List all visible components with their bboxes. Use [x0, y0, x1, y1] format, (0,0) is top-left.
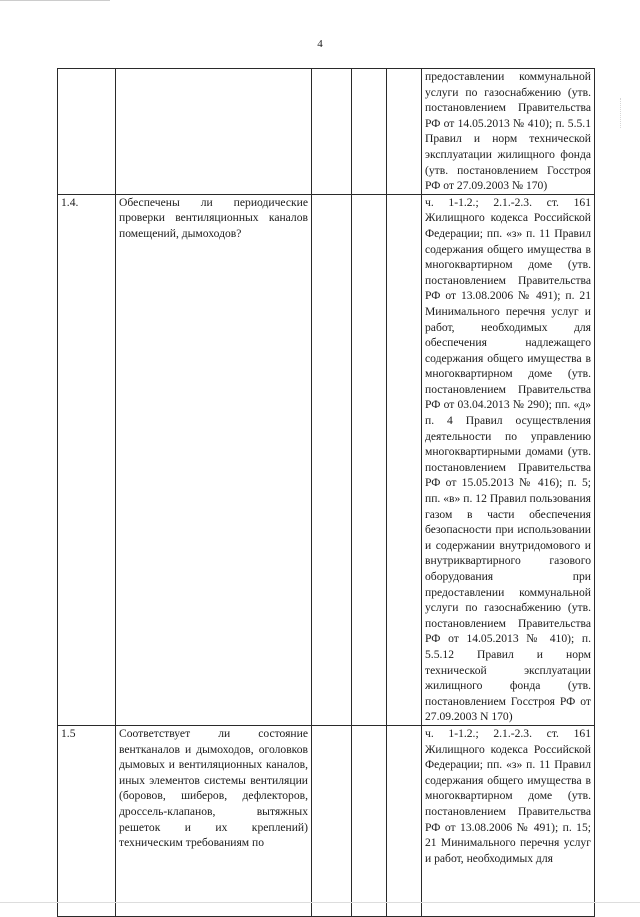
- scan-edge-line: [0, 902, 640, 903]
- answer-no-cell: [352, 725, 387, 916]
- answer-yes-cell: [312, 194, 352, 725]
- question-cell: [116, 69, 312, 195]
- row-number: 1.5: [58, 725, 116, 916]
- answer-na-cell: [387, 725, 422, 916]
- question-cell: Обеспечены ли периодические проверки вентиляционных каналов помещений, дымоходов?: [116, 194, 312, 725]
- row-number: [58, 69, 116, 195]
- answer-na-cell: [387, 69, 422, 195]
- answer-yes-cell: [312, 69, 352, 195]
- row-number: 1.4.: [58, 194, 116, 725]
- answer-yes-cell: [312, 725, 352, 916]
- answer-na-cell: [387, 194, 422, 725]
- table-row: [58, 725, 595, 916]
- answer-no-cell: [352, 69, 387, 195]
- question-cell: Соответствует ли состояние вентканалов и дымоходов, оголовков дымовых и вентиляционных каналов, иных элементов системы вентиляции (боровов, шиберов, дефлекторов, дроссель-клапанов, вытяжных решеток и их креплений) техническим требованиям по: [116, 725, 312, 916]
- legal-basis-cell: ч. 1-1.2.; 2.1.-2.3. ст. 161 Жилищного кодекса Российской Федерации; пп. «з» п. 11 Правил содержания общего имущества в многоквартирном доме (утв. постановлением Правительства РФ от 13.08.2006 № 491); п. 21 Минимального перечня услуг и работ, необходимых для обеспечения надлежащего содержания общего имущества в многоквартирном доме (утв. постановлением Правительства РФ от 03.04.2013 № 290); пп. «д» п. 4 Правил осуществления деятельности по управлению многоквартирными домами (утв. постановлением Правительства РФ от 15.05.2013 № 416); п. 5; пп. «в» п. 12 Правил пользования газом в части обеспечения безопасности при использовании и содержании внутридомового и внутриквартирного газового оборудования при предоставлении коммунальной услуги по газоснабжению (утв. постановлением Правительства РФ от 14.05.2013 № 410); п. 5.5.12 Правил и норм технической эксплуатации жилищного фонда (утв. постановлением Госстроя РФ от 27.09.2003 N 170): [422, 194, 595, 725]
- table-row: [58, 69, 595, 195]
- answer-no-cell: [352, 194, 387, 725]
- legal-basis-cell: ч. 1-1.2.; 2.1.-2.3. ст. 161 Жилищного кодекса Российской Федерации; пп. «з» п. 11 Правил содержания общего имущества в многоквартирном доме (утв. постановлением Правительства РФ от 13.08.2006 № 491); п. 15; 21 Минимального перечня услуг и работ, необходимых для: [422, 725, 595, 916]
- scan-edge-line: [0, 0, 110, 1]
- page-number: 4: [317, 38, 323, 50]
- scan-artifact: [620, 98, 631, 128]
- table-row: [58, 194, 595, 725]
- inspection-checklist-table: [57, 68, 595, 917]
- legal-basis-cell: предоставлении коммунальной услуги по газоснабжению (утв. постановлением Правительства РФ от 14.05.2013 № 410); п. 5.5.1 Правил и норм технической эксплуатации жилищного фонда (утв. постановлением Госстроя РФ от 27.09.2003 № 170): [422, 69, 595, 195]
